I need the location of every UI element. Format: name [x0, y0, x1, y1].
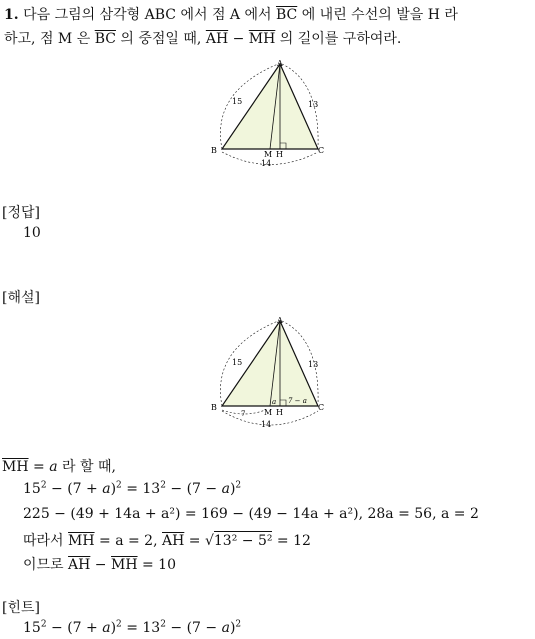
eq-text: = a = 2, — [94, 533, 162, 549]
eq-term: − (7 + — [46, 481, 103, 497]
label-h: H — [276, 150, 283, 159]
label-c: C — [318, 403, 325, 412]
answer-heading: [정답] — [2, 205, 40, 221]
eq-term: ) — [229, 481, 236, 497]
label-ac-length: 13 — [308, 360, 319, 369]
variable-a: a — [221, 481, 230, 497]
answer-value: 10 — [23, 225, 41, 241]
label-a: A — [277, 59, 283, 68]
problem-text: 의 길이를 구하여라. — [275, 31, 402, 47]
label-hc-length: 7 − a — [288, 397, 307, 405]
label-b: B — [211, 146, 217, 155]
label-b: B — [211, 403, 217, 412]
eq-term: 15 — [23, 620, 41, 636]
eq-exponent: 2 — [40, 619, 47, 630]
solution-intro — [2, 456, 116, 476]
label-bc-length: 14 — [261, 159, 272, 168]
segment-mh: $\overline{MH}$ — [2, 459, 29, 475]
eq-text: = 10 — [137, 557, 176, 573]
label-c: C — [318, 146, 325, 155]
solution-heading: [해설] — [2, 290, 40, 306]
eq-exponent: 2 — [160, 480, 166, 491]
variable-a: a — [49, 459, 58, 475]
eq-term: − (7 − — [165, 481, 222, 497]
label-m: M — [264, 408, 273, 417]
label-a: A — [277, 316, 283, 325]
problem-number: 1. — [4, 7, 19, 23]
variable-a: a — [102, 481, 111, 497]
segment-bc: $\overline{BC}$ — [275, 7, 298, 23]
triangle-figure-1 — [205, 57, 330, 169]
segment-ah: $\overline{AH}$ — [68, 557, 91, 573]
intro-text: 라 할 때, — [57, 459, 116, 475]
eq-term: − (7 − — [165, 620, 222, 636]
label-bc-length: 14 — [261, 420, 272, 429]
triangle-figure-2 — [205, 314, 330, 434]
problem-text: 하고, 점 M 은 — [4, 31, 95, 47]
solution-equation-2: 225 − (49 + 14a + a²) = 169 − (49 − 14a + a²), 28a = 56, a = 2 — [23, 506, 479, 522]
minus-sign: − — [90, 557, 111, 573]
label-m: M — [264, 150, 273, 159]
problem-text: 에 내린 수선의 발을 H 라 — [297, 7, 458, 23]
solution-equation-4 — [23, 554, 176, 574]
segment-bc: $\overline{BC}$ — [94, 31, 116, 47]
problem-line-2 — [4, 28, 401, 48]
segment-mh: $\overline{MH}$ — [68, 533, 95, 549]
eq-term: ) — [229, 620, 236, 636]
eq-text: 따라서 — [23, 533, 69, 549]
label-mh-length: a — [272, 398, 277, 406]
segment-ah: $\overline{AH}$ — [162, 533, 185, 549]
problem-text: 의 중점일 때, — [115, 31, 206, 47]
equals-sign: = — [28, 459, 50, 475]
problem-line-1 — [4, 4, 458, 24]
variable-a: a — [221, 620, 230, 636]
label-bm-length: 7 — [241, 410, 246, 418]
eq-term: = 13 — [121, 481, 161, 497]
label-ab-length: 15 — [232, 358, 243, 367]
eq-exponent: 2 — [235, 480, 242, 491]
eq-text: 이므로 — [23, 557, 69, 573]
eq-text: = — [184, 533, 205, 549]
hint-equation — [23, 620, 241, 636]
sqrt-sign: √ — [204, 533, 214, 549]
sqrt-radicand: 13² − 5² — [213, 533, 273, 549]
segment-ah: $\overline{AH}$ — [205, 31, 229, 47]
eq-text: = 12 — [272, 533, 311, 549]
eq-exponent: 2 — [235, 619, 242, 630]
eq-term: ) — [110, 481, 117, 497]
eq-exponent: 2 — [116, 619, 122, 630]
eq-exponent: 2 — [116, 480, 122, 491]
solution-equation-1 — [23, 481, 241, 497]
solution-equation-3 — [23, 530, 311, 550]
eq-term: ) — [110, 620, 117, 636]
segment-mh: $\overline{MH}$ — [248, 31, 276, 47]
eq-term: − (7 + — [46, 620, 103, 636]
hint-heading: [힌트] — [2, 600, 40, 616]
problem-text: 다음 그림의 삼각형 ABC 에서 점 A 에서 — [23, 7, 276, 23]
label-h: H — [276, 408, 283, 417]
label-ac-length: 13 — [308, 100, 319, 109]
triangle-abc — [222, 64, 318, 149]
eq-term: 15 — [23, 481, 41, 497]
minus-sign: − — [228, 31, 249, 47]
label-ab-length: 15 — [232, 97, 243, 106]
eq-exponent: 2 — [160, 619, 166, 630]
segment-mh: $\overline{MH}$ — [111, 557, 138, 573]
variable-a: a — [102, 620, 111, 636]
eq-term: = 13 — [121, 620, 161, 636]
eq-exponent: 2 — [40, 480, 47, 491]
